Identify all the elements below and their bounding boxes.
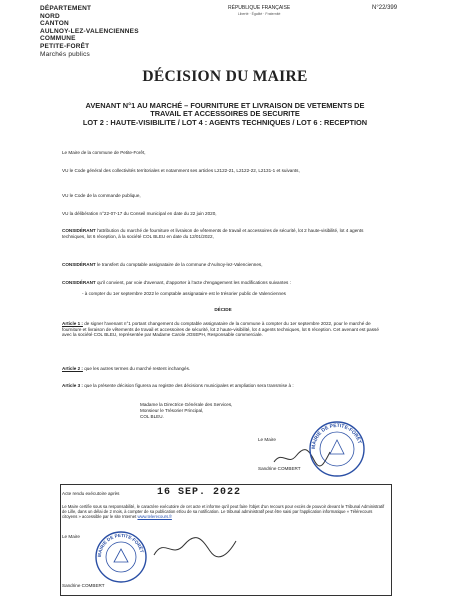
decision-subject — [70, 102, 380, 127]
considerant-label: CONSIDÉRANT — [62, 280, 96, 285]
body-vu-ccp: VU le Code de la commande publique, — [62, 193, 141, 198]
page-title: DÉCISION DU MAIRE — [142, 68, 308, 85]
republic-header — [228, 5, 290, 17]
subject-line: TRAVAIL ET ACCESSOIRES DE SECURITE — [150, 109, 300, 119]
header-line: DÉPARTEMENT — [40, 5, 92, 12]
stamp-heading: Acte rendu exécutoire après — [62, 491, 120, 496]
stamp-signatory-title: Le Maire — [62, 534, 80, 539]
seal-text: MAIRIE DE PETITE-FORÊT — [310, 422, 363, 450]
considerant-text: l'attribution du marché de fourniture et livraison de vêtements de travail et accessoires de sécurité, lot 2 haute-visibilité, lot 4 agents techniques, lot 6 réception, à la société COL BLEU en date du 12/01/2022, — [62, 228, 364, 239]
decide-heading: DÉCIDE — [214, 307, 232, 312]
subject-line: AVENANT N°1 AU MARCHÉ – FOURNITURE ET LIVRAISON DE VETEMENTS DE — [85, 101, 365, 110]
article-text: que la présente décision figurera au registre des décisions municipales et ampliation sera transmise à : — [84, 383, 294, 388]
body-considerant-2 — [62, 262, 384, 268]
article-1 — [62, 321, 384, 338]
stamp-text: Le Maire certifie sous sa responsabilité, le caractère exécutoire de cet acte et informe qu'il peut faire l'objet d'un recours pour excès de pouvoir devant le Tribunal Administratif de Lille, dans un délai de 2 mois, à compter de sa publication et/ou de sa notification. Le tribunal administratif peut être saisi par l'application informatique « Télérecours citoyens » accessible par le site Internet — [62, 504, 385, 520]
stamp-date: 16 SEP. 2022 — [157, 487, 242, 498]
svg-text:MAIRIE DE PETITE-FORÊT — [311, 423, 363, 449]
article-label: Article 2 : — [62, 366, 83, 371]
considerant-label: CONSIDÉRANT — [62, 228, 96, 233]
article-text: de signer l'avenant n°1 portant changement du comptable assignataire de la commune à compter du 1er septembre 2022, pour le marché de fourniture et livraison de vêtements de travail et accessoires de sécurité, lot 2 haute-visibilité, lot 4 agents techniques, lot 6 réception. Cet avenant est passé avec la société COL BLEU, représentée par Madame Carole JOSEPH, Responsable commerciale. — [62, 321, 379, 338]
republic-motto: Liberté · Égalité · Fraternité — [237, 12, 281, 16]
considerant-text: qu'il convient, par voie d'avenant, d'apporter à l'acte d'engagement les modifications suivantes : — [96, 280, 291, 285]
recipient-item: Monsieur le Trésorier Principal, — [140, 408, 204, 414]
header-line: NORD — [40, 12, 60, 20]
article-3 — [62, 383, 384, 389]
recipient-item: Madame la Directrice Générale des Services, — [140, 402, 233, 407]
recipient-list — [140, 402, 232, 421]
stamp-legal-text — [62, 504, 387, 520]
body-intro: Le Maire de la commune de Petite-Forêt, — [62, 150, 146, 155]
header-service: Marchés publics — [40, 50, 90, 58]
subject-line: LOT 2 : HAUTE-VISIBILITE / LOT 4 : AGENTS TECHNIQUES / LOT 6 : RECEPTION — [82, 117, 368, 127]
telerecours-link[interactable]: www.telerecours.fr — [137, 514, 172, 520]
header-line: COMMUNE — [40, 35, 76, 43]
body-modification: - à compter du 1er septembre 2022 le comptable assignataire est le trésorier public de Valenciennes — [82, 291, 286, 296]
body-considerant-3 — [62, 280, 384, 286]
article-label: Article 3 : — [62, 383, 83, 388]
header-line: AULNOY-LEZ-VALENCIENNES — [40, 27, 139, 35]
body-vu-cgct: VU le Code général des collectivités territoriales et notamment ses articles L2122-21, L2122-22, L2131-1 et suivants, — [62, 168, 300, 173]
header-line: PETITE-FORÊT — [40, 42, 90, 50]
header-line: CANTON — [40, 20, 69, 28]
administrative-header — [40, 5, 139, 58]
signatory-name: Sandrine COMBERT — [258, 466, 301, 471]
svg-text:MAIRIE DE PETITE-FORÊT — [97, 533, 145, 557]
republic-label: RÉPUBLIQUE FRANÇAISE — [228, 5, 291, 11]
stamp-signatory-name: Sandrine COMBERT — [62, 583, 105, 588]
considerant-text: le transfert du comptable assignataire de la commune d'Aulnoy-lez-Valenciennes, — [96, 262, 263, 267]
decision-number: N°22/399 — [372, 5, 398, 11]
considerant-label: CONSIDÉRANT — [62, 262, 96, 267]
body-vu-deliberation: VU la délibération n°22-07-17 du Conseil municipal en date du 22 juin 2020, — [62, 211, 217, 216]
signatory-title: Le Maire — [258, 437, 276, 442]
article-label: Article 1 : — [62, 321, 83, 326]
town-hall-seal — [308, 420, 366, 478]
body-considerant-1 — [62, 228, 384, 239]
article-2 — [62, 366, 384, 372]
stamp-signature — [150, 535, 240, 561]
seal-text: MAIRIE DE PETITE-FORÊT — [96, 532, 145, 558]
article-text: que les autres termes du marché restent inchangés. — [84, 366, 191, 371]
recipient-item: COL BLEU. — [140, 414, 164, 420]
stamp-seal — [94, 530, 148, 584]
